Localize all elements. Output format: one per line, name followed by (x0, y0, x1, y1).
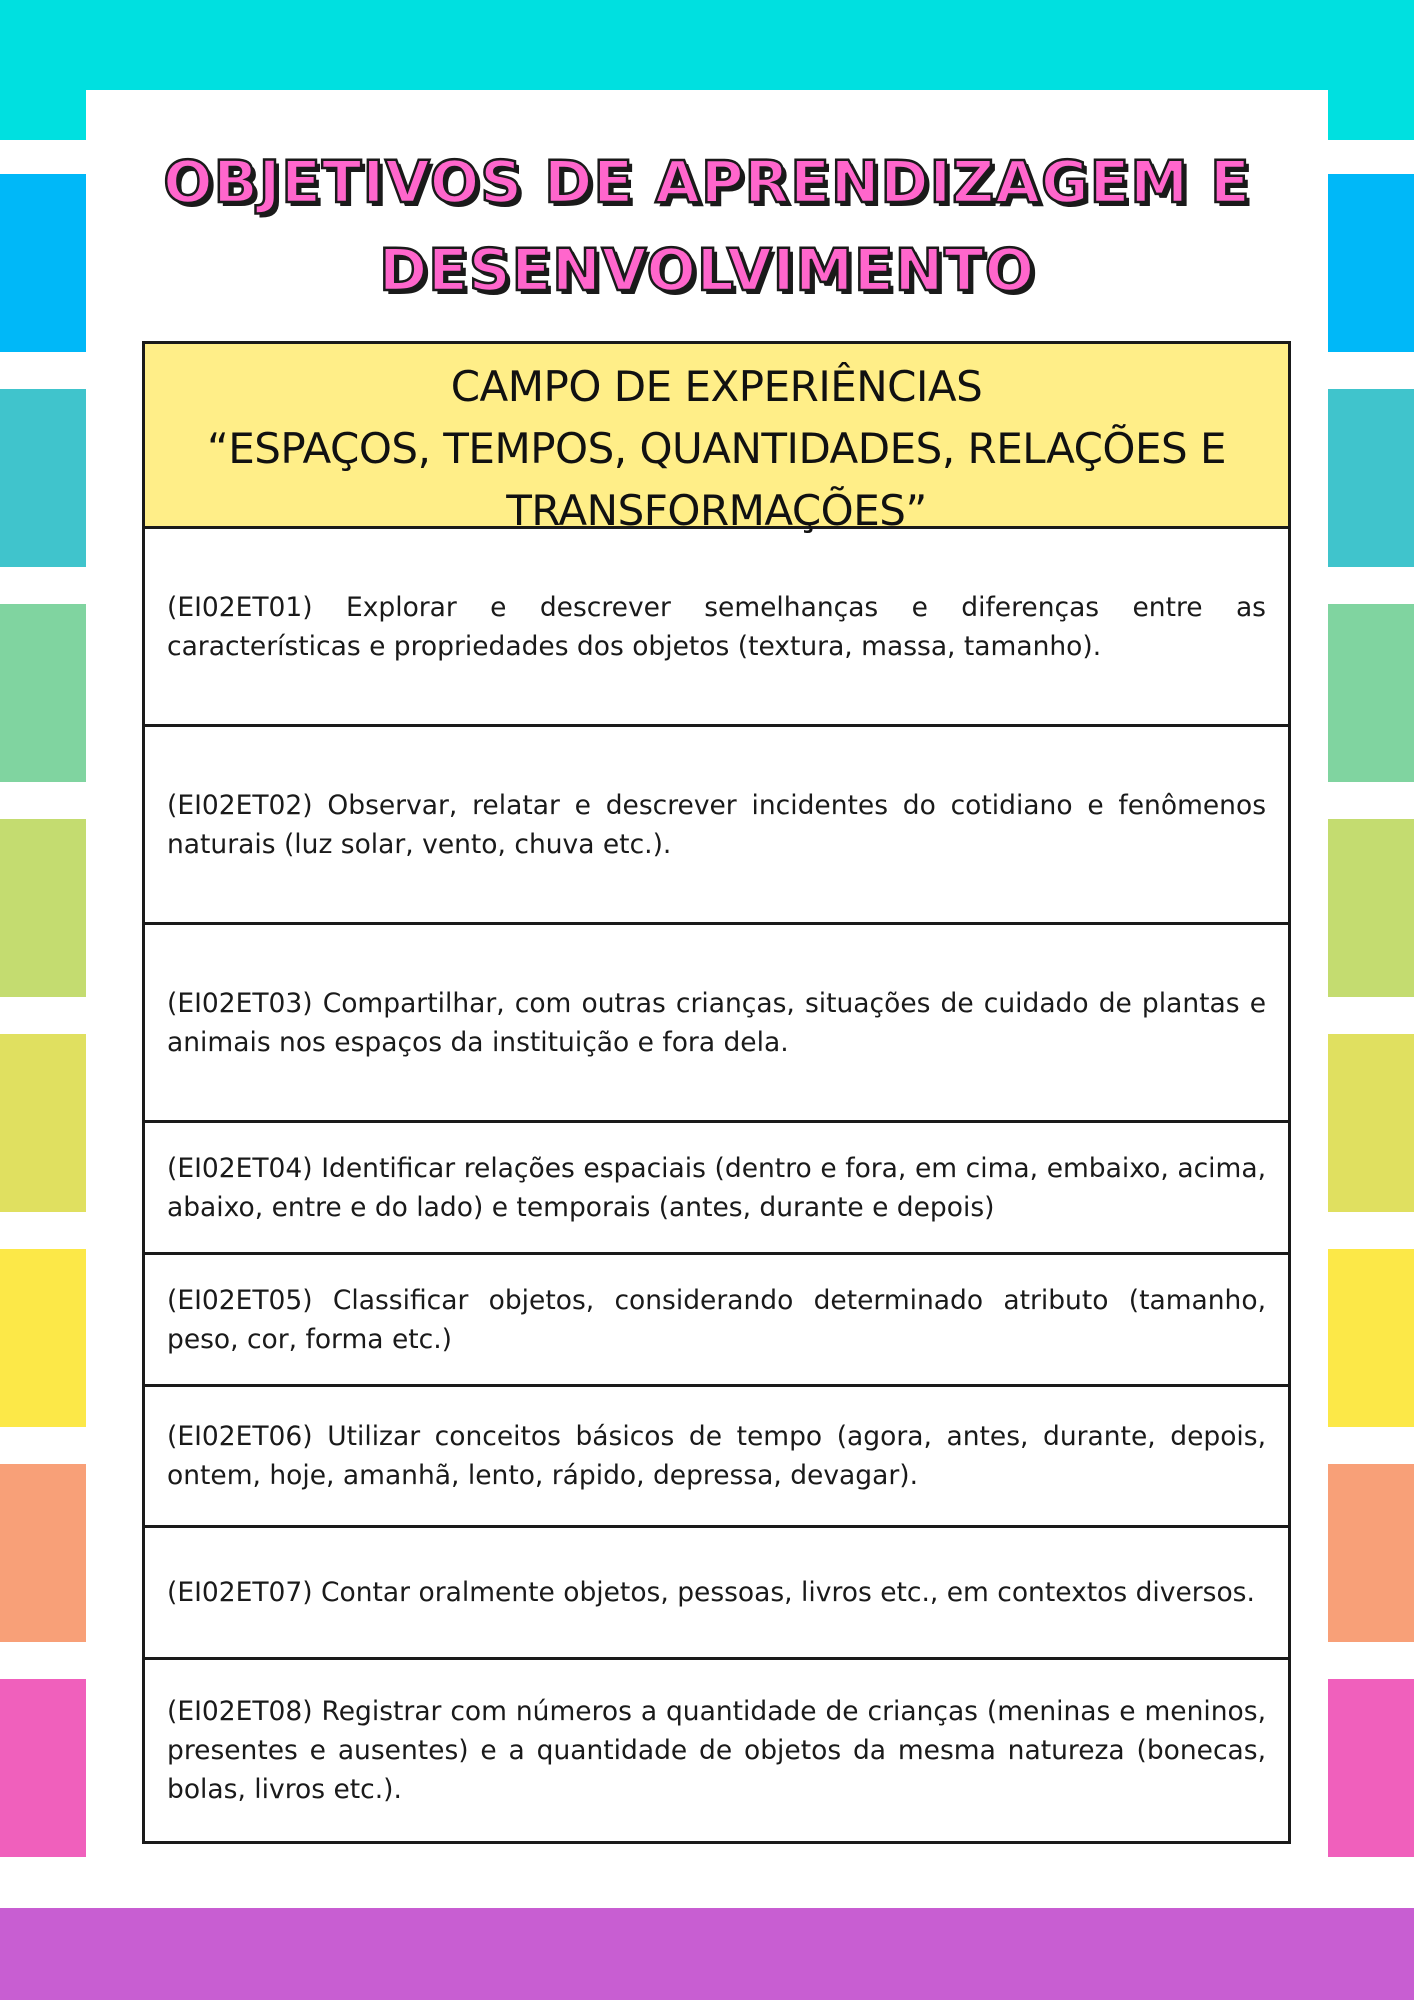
left-stripe-olive (0, 1034, 86, 1212)
objective-row-EI02ET06 (145, 1387, 1288, 1528)
campo-header (145, 344, 1288, 535)
right-stripe-orange (1328, 1464, 1414, 1642)
right-stripe-yellow (1328, 1249, 1414, 1427)
objective-text: (EI02ET08) Registrar com números a quantidade de crianças (meninas e meninos, presentes e ausentes) e a quantidade de objetos da mesma natureza (bonecas, bolas, livros etc.). (167, 1696, 1266, 1805)
right-stripe-lime (1328, 819, 1414, 997)
objective-text: (EI02ET02) Observar, relatar e descrever incidentes do cotidiano e fenômenos naturais (luz solar, vento, chuva etc.). (167, 789, 1266, 860)
objective-row-EI02ET04 (145, 1123, 1288, 1255)
bottom-color-band (0, 1908, 1414, 2000)
page-title-line-1: OBJETIVOS DE APRENDIZAGEM E (163, 148, 1251, 216)
right-stripe-pink (1328, 1679, 1414, 1857)
right-stripe-mint (1328, 604, 1414, 782)
right-stripe-olive (1328, 1034, 1414, 1212)
campo-header-line-2: “ESPAÇOS, TEMPOS, QUANTIDADES, RELAÇÕES E (206, 424, 1227, 473)
campo-header-line-3: TRANSFORMAÇÕES” (506, 486, 927, 535)
left-stripe-yellow (0, 1249, 86, 1427)
left-stripe-lime (0, 819, 86, 997)
left-stripe-orange (0, 1464, 86, 1642)
objective-row-EI02ET01 (145, 529, 1288, 727)
objective-row-EI02ET05 (145, 1255, 1288, 1387)
left-stripe-teal (0, 389, 86, 567)
objective-row-EI02ET02 (145, 727, 1288, 925)
page-title (90, 138, 1324, 314)
objective-row-EI02ET03 (145, 925, 1288, 1123)
objective-text: (EI02ET04) Identificar relações espaciais (dentro e fora, em cima, embaixo, acima, abaixo, entre e do lado) e temporais (antes, durante e depois) (167, 1152, 1266, 1223)
left-stripe-blue (0, 174, 86, 352)
objective-text: (EI02ET06) Utilizar conceitos básicos de tempo (agora, antes, durante, depois, ontem, hoje, amanhã, lento, rápido, depressa, devagar). (167, 1421, 1266, 1491)
objective-text: (EI02ET03) Compartilhar, com outras crianças, situações de cuidado de plantas e animais nos espaços da instituição e fora dela. (167, 987, 1266, 1058)
left-stripe-pink (0, 1679, 86, 1857)
left-stripe-mint (0, 604, 86, 782)
campo-header-line-1: CAMPO DE EXPERIÊNCIAS (450, 362, 983, 411)
objectives-table (142, 341, 1291, 1844)
objective-text: (EI02ET01) Explorar e descrever semelhanças e diferenças entre as características e propriedades dos objetos (textura, massa, tamanho). (167, 591, 1266, 662)
objective-text: (EI02ET05) Classificar objetos, considerando determinado atributo (tamanho, peso, cor, forma etc.) (167, 1284, 1266, 1355)
page-title-line-2: DESENVOLVIMENTO (378, 236, 1036, 304)
objective-row-EI02ET08 (145, 1660, 1288, 1841)
right-stripe-teal (1328, 389, 1414, 567)
right-stripe-blue (1328, 174, 1414, 352)
objective-text: (EI02ET07) Contar oralmente objetos, pessoas, livros etc., em contextos diversos. (167, 1577, 1255, 1608)
objective-row-EI02ET07 (145, 1528, 1288, 1660)
